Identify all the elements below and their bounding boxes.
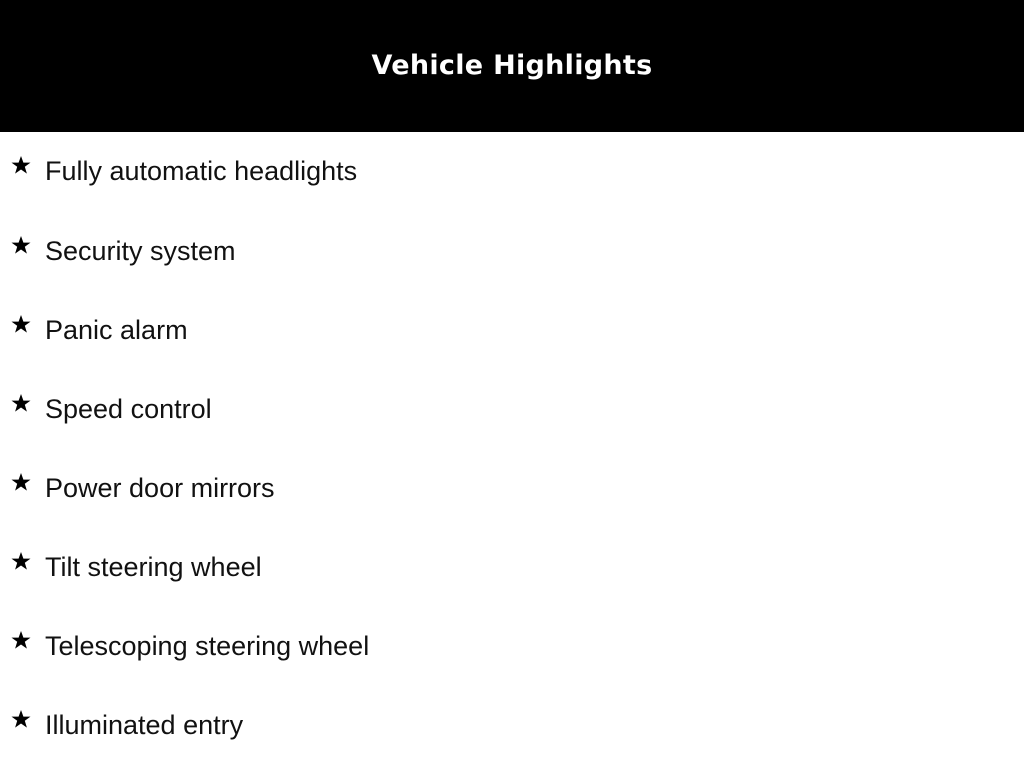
star-icon — [11, 709, 31, 729]
list-item-label: Panic alarm — [45, 315, 188, 345]
list-item-label: Tilt steering wheel — [45, 552, 262, 582]
list-item-label: Illuminated entry — [45, 710, 244, 740]
list-item — [0, 132, 1024, 211]
list-item-label: Speed control — [45, 394, 212, 424]
star-icon — [11, 551, 31, 571]
list-item-label: Telescoping steering wheel — [45, 631, 370, 661]
star-icon — [11, 155, 31, 175]
list-item — [0, 685, 1024, 764]
star-icon — [11, 472, 31, 492]
list-item — [0, 211, 1024, 290]
list-item — [0, 369, 1024, 448]
list-item — [0, 606, 1024, 685]
list-item — [0, 290, 1024, 369]
list-item — [0, 448, 1024, 527]
highlights-list — [0, 132, 1024, 764]
star-icon — [11, 235, 31, 255]
list-item-label: Power door mirrors — [45, 473, 275, 503]
star-icon — [11, 393, 31, 413]
list-item-label: Fully automatic headlights — [45, 156, 358, 186]
page-header — [0, 0, 1024, 132]
list-item-label: Security system — [45, 236, 236, 266]
page-title: Vehicle Highlights — [371, 49, 653, 81]
star-icon — [11, 630, 31, 650]
star-icon — [11, 314, 31, 334]
list-item — [0, 527, 1024, 606]
